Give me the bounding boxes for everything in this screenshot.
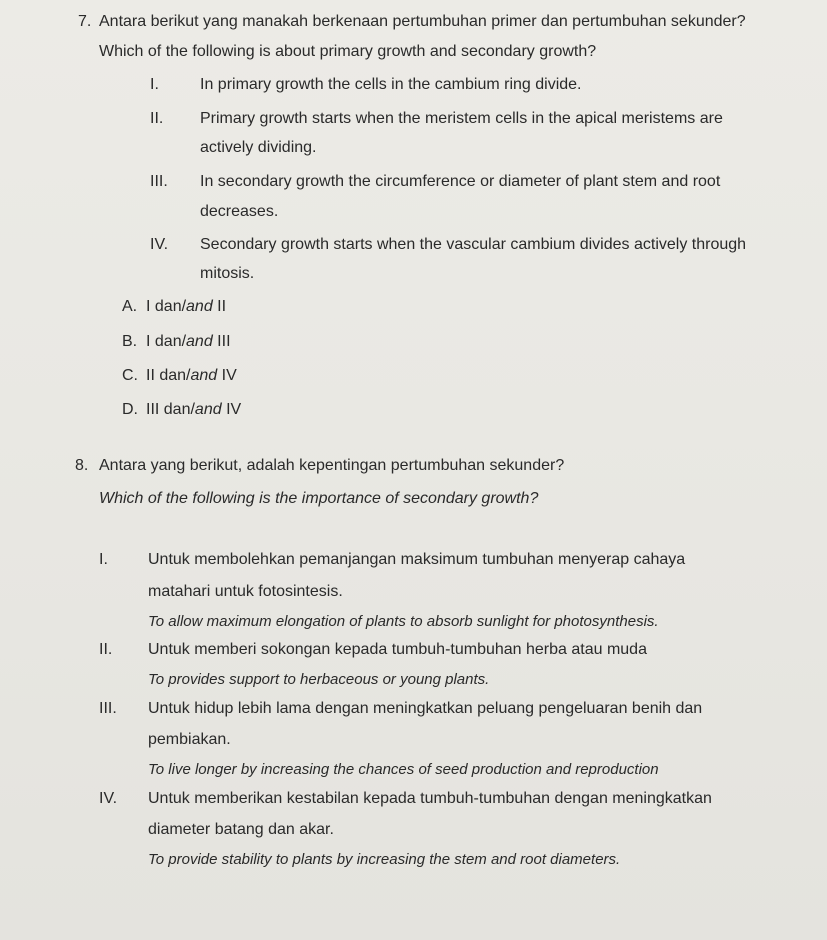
q8-statement-1-english: To allow maximum elongation of plants to absorb sunlight for photosynthesis. xyxy=(148,613,659,630)
q8-statement-1-malay-line1: Untuk membolehkan pemanjangan maksimum tumbuhan menyerap cahaya xyxy=(148,551,686,568)
option-letter: C. xyxy=(122,367,138,384)
q7-statement-2-numeral: II. xyxy=(150,110,164,127)
option-text-end: IV xyxy=(217,367,237,384)
q7-statement-3-text-line1: In secondary growth the circumference or diameter of plant stem and root xyxy=(200,173,721,190)
q8-number: 8. xyxy=(75,457,89,474)
q7-statement-4-numeral: IV. xyxy=(150,236,169,253)
q8-stem-english: Which of the following is the importance of secondary growth? xyxy=(99,490,539,507)
q8-statement-4-numeral: IV. xyxy=(99,790,118,807)
option-text-italic: and xyxy=(186,298,213,315)
option-text-italic: and xyxy=(194,401,222,418)
q7-number: 7. xyxy=(78,13,92,30)
q7-option-d[interactable] xyxy=(122,400,241,420)
option-text: II dan/ xyxy=(146,367,191,384)
q7-option-c[interactable] xyxy=(122,366,237,386)
q8-statement-2-numeral: II. xyxy=(99,641,113,658)
q7-statement-1-text: In primary growth the cells in the cambium ring divide. xyxy=(200,76,582,93)
q7-statement-2-text-line1: Primary growth starts when the meristem cells in the apical meristems are xyxy=(200,110,723,127)
q7-statement-3-text-line2: decreases. xyxy=(200,203,279,220)
q8-statement-4-malay-line1: Untuk memberikan kestabilan kepada tumbuh-tumbuhan dengan meningkatkan xyxy=(148,790,712,807)
q7-stem-malay: Antara berikut yang manakah berkenaan pertumbuhan primer dan pertumbuhan sekunder? xyxy=(99,13,746,30)
q8-stem-malay: Antara yang berikut, adalah kepentingan pertumbuhan sekunder? xyxy=(99,457,565,474)
option-letter: B. xyxy=(122,333,138,350)
q8-statement-3-malay-line1: Untuk hidup lebih lama dengan meningkatkan peluang pengeluaran benih dan xyxy=(148,700,703,717)
option-text-end: II xyxy=(212,298,227,315)
q7-statement-3-numeral: III. xyxy=(150,173,168,190)
q8-statement-1-malay-line2: matahari untuk fotosintesis. xyxy=(148,583,343,600)
option-text-end: IV xyxy=(221,401,242,418)
option-text-italic: and xyxy=(190,367,218,384)
q7-statement-1-numeral: I. xyxy=(150,76,159,93)
q7-statement-4-text-line1: Secondary growth starts when the vascular cambium divides actively through xyxy=(200,236,747,253)
q8-statement-2-english: To provides support to herbaceous or young plants. xyxy=(148,671,490,688)
option-letter: A. xyxy=(122,298,138,315)
q7-option-a[interactable] xyxy=(122,297,226,317)
q7-option-b[interactable] xyxy=(122,332,231,352)
q8-statement-2-malay-line1: Untuk memberi sokongan kepada tumbuh-tumbuhan herba atau muda xyxy=(148,641,647,658)
q7-statement-2-text-line2: actively dividing. xyxy=(200,139,317,156)
option-text-italic: and xyxy=(186,333,213,350)
option-text-end: III xyxy=(212,333,231,350)
q8-statement-3-malay-line2: pembiakan. xyxy=(148,731,231,748)
q8-statement-3-english: To live longer by increasing the chances of seed production and reproduction xyxy=(148,761,659,778)
option-letter: D. xyxy=(122,401,138,418)
q8-statement-1-numeral: I. xyxy=(99,551,108,568)
q7-stem-english: Which of the following is about primary growth and secondary growth? xyxy=(99,43,597,60)
option-text: I dan/ xyxy=(146,333,187,350)
q7-statement-4-text-line2: mitosis. xyxy=(200,265,255,282)
option-text: I dan/ xyxy=(146,298,187,315)
q8-statement-3-numeral: III. xyxy=(99,700,117,717)
q8-statement-4-english: To provide stability to plants by increasing the stem and root diameters. xyxy=(148,851,621,868)
q8-statement-4-malay-line2: diameter batang dan akar. xyxy=(148,821,334,838)
option-text: III dan/ xyxy=(146,401,195,418)
